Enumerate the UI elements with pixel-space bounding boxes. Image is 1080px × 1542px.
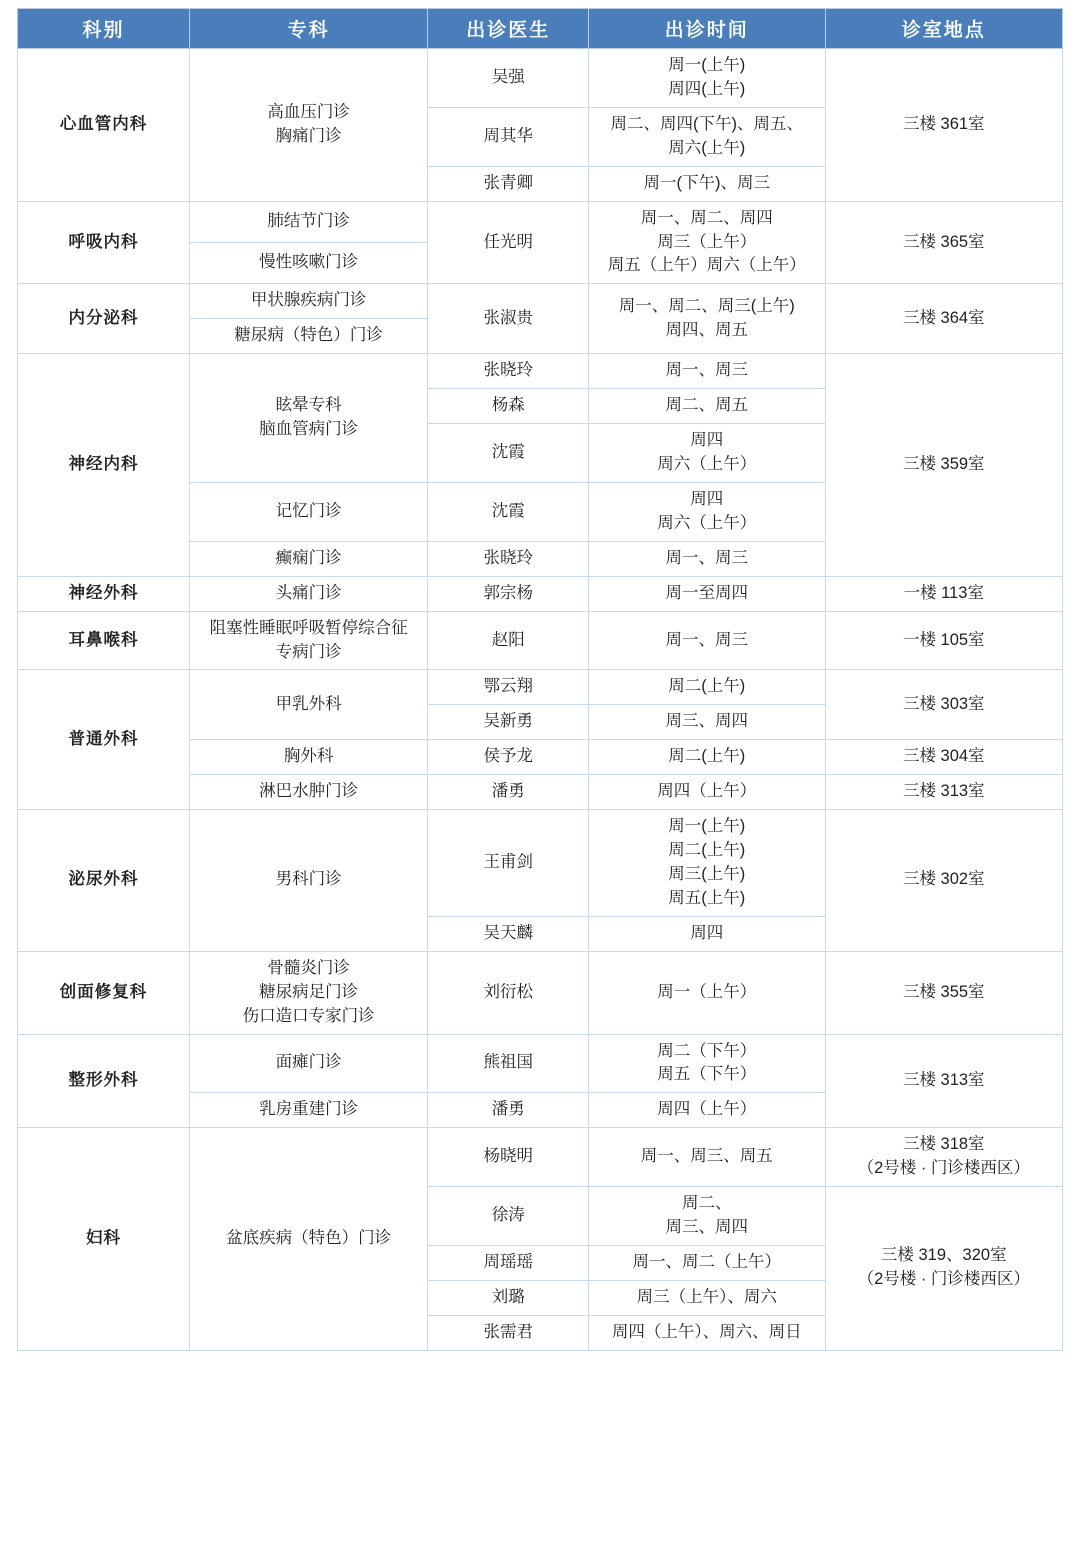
table-row — [18, 49, 1063, 108]
dept-cell: 普通外科 — [18, 670, 190, 810]
spec-cell: 男科门诊 — [189, 810, 427, 952]
room-cell: 三楼 318室 （2号楼 · 门诊楼西区） — [825, 1128, 1062, 1187]
table-row — [18, 1128, 1063, 1187]
doctor-cell: 侯予龙 — [428, 740, 589, 775]
spec-cell: 头痛门诊 — [189, 576, 427, 611]
doctor-cell: 徐涛 — [428, 1187, 589, 1246]
room-cell: 一楼 113室 — [825, 576, 1062, 611]
doctor-cell: 张需君 — [428, 1315, 589, 1350]
doctor-cell: 潘勇 — [428, 1093, 589, 1128]
spec-cell: 记忆门诊 — [189, 482, 427, 541]
spec-cell: 阻塞性睡眠呼吸暂停综合征 专病门诊 — [189, 611, 427, 670]
time-cell: 周二、 周三、周四 — [589, 1187, 825, 1246]
time-cell: 周一、周三 — [589, 611, 825, 670]
dept-cell: 妇科 — [18, 1128, 190, 1350]
dept-cell: 创面修复科 — [18, 951, 190, 1034]
table-row — [18, 576, 1063, 611]
time-cell: 周四（上午）、周六、周日 — [589, 1315, 825, 1350]
room-cell: 三楼 361室 — [825, 49, 1062, 202]
room-cell: 三楼 302室 — [825, 810, 1062, 952]
time-cell: 周一(下午)、周三 — [589, 166, 825, 201]
doctor-cell: 吴新勇 — [428, 705, 589, 740]
time-cell: 周一(上午) 周二(上午) 周三(上午) 周五(上午) — [589, 810, 825, 917]
room-cell: 三楼 313室 — [825, 1034, 1062, 1128]
spec-cell: 淋巴水肿门诊 — [189, 775, 427, 810]
dept-cell: 泌尿外科 — [18, 810, 190, 952]
spec-cell: 肺结节门诊 — [189, 201, 427, 242]
spec-cell: 骨髓炎门诊 糖尿病足门诊 伤口造口专家门诊 — [189, 951, 427, 1034]
doctor-cell: 郭宗杨 — [428, 576, 589, 611]
time-cell: 周二(上午) — [589, 670, 825, 705]
room-cell: 三楼 355室 — [825, 951, 1062, 1034]
time-cell: 周一、周二、周四 周三（上午） 周五（上午）周六（上午） — [589, 201, 825, 284]
table-row — [18, 354, 1063, 389]
dept-cell: 耳鼻喉科 — [18, 611, 190, 670]
spec-cell: 癫痫门诊 — [189, 541, 427, 576]
time-cell: 周一、周三、周五 — [589, 1128, 825, 1187]
room-cell: 三楼 364室 — [825, 284, 1062, 354]
doctor-cell: 周瑶瑶 — [428, 1245, 589, 1280]
table-row — [18, 810, 1063, 917]
doctor-cell: 刘衍松 — [428, 951, 589, 1034]
header-time: 出诊时间 — [589, 9, 825, 49]
doctor-cell: 沈霞 — [428, 482, 589, 541]
time-cell: 周四 — [589, 916, 825, 951]
time-cell: 周二(上午) — [589, 740, 825, 775]
outpatient-schedule-table — [17, 8, 1063, 1351]
doctor-cell: 王甫剑 — [428, 810, 589, 917]
dept-cell: 整形外科 — [18, 1034, 190, 1128]
dept-cell: 神经内科 — [18, 354, 190, 576]
room-cell: 一楼 105室 — [825, 611, 1062, 670]
doctor-cell: 赵阳 — [428, 611, 589, 670]
room-cell: 三楼 365室 — [825, 201, 1062, 284]
table-row — [18, 284, 1063, 319]
doctor-cell: 沈霞 — [428, 424, 589, 483]
doctor-cell: 杨晓明 — [428, 1128, 589, 1187]
doctor-cell: 杨森 — [428, 389, 589, 424]
time-cell: 周四 周六（上午） — [589, 424, 825, 483]
table-row — [18, 951, 1063, 1034]
doctor-cell: 任光明 — [428, 201, 589, 284]
room-cell: 三楼 313室 — [825, 775, 1062, 810]
room-cell: 三楼 319、320室 （2号楼 · 门诊楼西区） — [825, 1187, 1062, 1351]
time-cell: 周一（上午） — [589, 951, 825, 1034]
time-cell: 周四 周六（上午） — [589, 482, 825, 541]
doctor-cell: 张晓玲 — [428, 541, 589, 576]
table-header-row — [18, 9, 1063, 49]
room-cell: 三楼 304室 — [825, 740, 1062, 775]
spec-cell: 糖尿病（特色）门诊 — [189, 319, 427, 354]
time-cell: 周三（上午）、周六 — [589, 1280, 825, 1315]
room-cell: 三楼 303室 — [825, 670, 1062, 740]
spec-cell: 眩晕专科 脑血管病门诊 — [189, 354, 427, 483]
header-doctor: 出诊医生 — [428, 9, 589, 49]
doctor-cell: 张淑贵 — [428, 284, 589, 354]
doctor-cell: 潘勇 — [428, 775, 589, 810]
header-department: 科别 — [18, 9, 190, 49]
time-cell: 周一、周二、周三(上午) 周四、周五 — [589, 284, 825, 354]
time-cell: 周一、周二（上午） — [589, 1245, 825, 1280]
time-cell: 周一、周三 — [589, 541, 825, 576]
table-row — [18, 611, 1063, 670]
table-row — [18, 1034, 1063, 1093]
dept-cell: 内分泌科 — [18, 284, 190, 354]
doctor-cell: 吴天麟 — [428, 916, 589, 951]
time-cell: 周三、周四 — [589, 705, 825, 740]
time-cell: 周一、周三 — [589, 354, 825, 389]
time-cell: 周一(上午) 周四(上午) — [589, 49, 825, 108]
doctor-cell: 熊祖国 — [428, 1034, 589, 1093]
spec-cell: 甲乳外科 — [189, 670, 427, 740]
header-room: 诊室地点 — [825, 9, 1062, 49]
header-specialty: 专科 — [189, 9, 427, 49]
doctor-cell: 鄂云翔 — [428, 670, 589, 705]
doctor-cell: 周其华 — [428, 107, 589, 166]
table-row — [18, 670, 1063, 705]
doctor-cell: 张青卿 — [428, 166, 589, 201]
spec-cell: 慢性咳嗽门诊 — [189, 242, 427, 283]
time-cell: 周一至周四 — [589, 576, 825, 611]
dept-cell: 呼吸内科 — [18, 201, 190, 284]
spec-cell: 盆底疾病（特色）门诊 — [189, 1128, 427, 1350]
spec-cell: 甲状腺疾病门诊 — [189, 284, 427, 319]
spec-cell: 胸外科 — [189, 740, 427, 775]
spec-cell: 面瘫门诊 — [189, 1034, 427, 1093]
dept-cell: 心血管内科 — [18, 49, 190, 202]
doctor-cell: 刘璐 — [428, 1280, 589, 1315]
doctor-cell: 吴强 — [428, 49, 589, 108]
time-cell: 周四（上午） — [589, 775, 825, 810]
spec-cell: 高血压门诊 胸痛门诊 — [189, 49, 427, 202]
time-cell: 周四（上午） — [589, 1093, 825, 1128]
time-cell: 周二、周五 — [589, 389, 825, 424]
table-row — [18, 201, 1063, 242]
time-cell: 周二、周四(下午)、周五、 周六(上午) — [589, 107, 825, 166]
spec-cell: 乳房重建门诊 — [189, 1093, 427, 1128]
doctor-cell: 张晓玲 — [428, 354, 589, 389]
room-cell: 三楼 359室 — [825, 354, 1062, 576]
dept-cell: 神经外科 — [18, 576, 190, 611]
time-cell: 周二（下午） 周五（下午） — [589, 1034, 825, 1093]
